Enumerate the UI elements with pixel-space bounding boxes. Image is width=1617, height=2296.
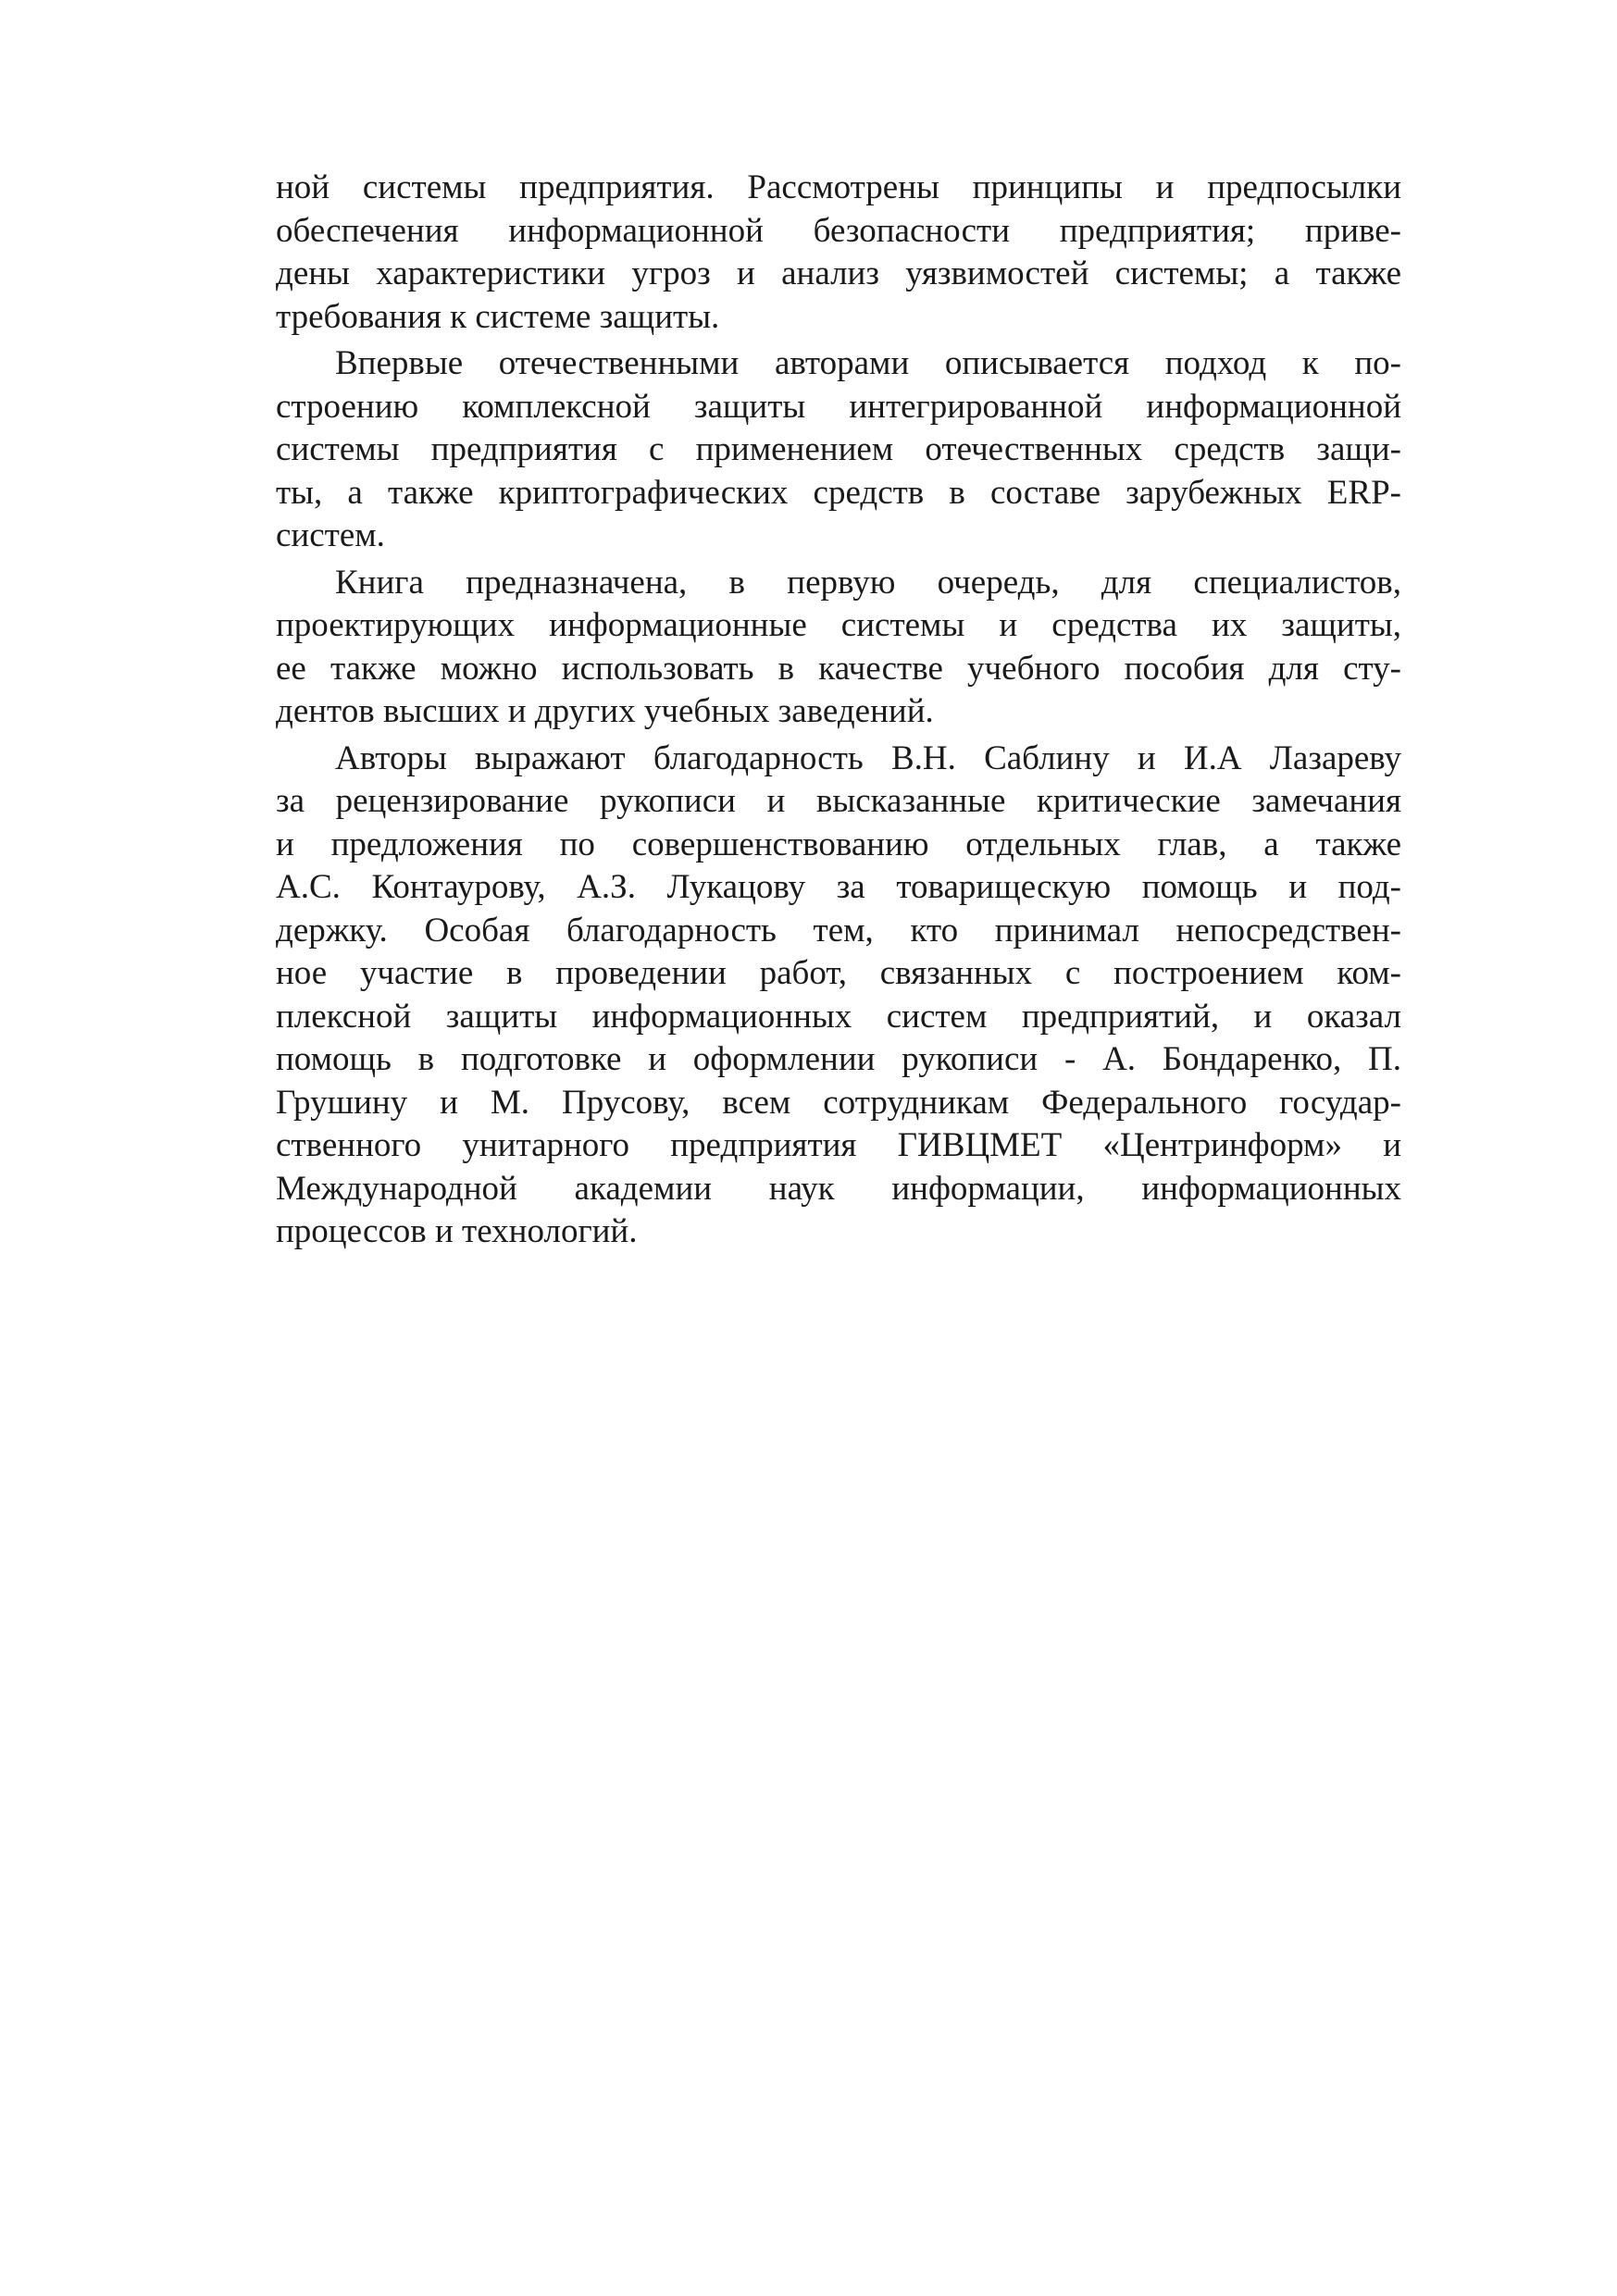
text-line: помощь в подготовке и оформлении рукописи - А. Бондаренко, П. [276,1040,1401,1078]
text-line: Впервые отечественными авторами описывается подход к по- [335,344,1401,382]
text-line: Книга предназначена, в первую очередь, для специалистов, [335,563,1401,602]
text-line: ное участие в проведении работ, связанных с построением ком- [276,954,1401,992]
text-line: систем. [276,516,385,554]
paragraph-3 [276,562,1401,734]
body-text [276,167,1401,1254]
text-line: Международной академии наук информации, информационных [276,1169,1401,1208]
text-line: ной системы предприятия. Рассмотрены принципы и предпосылки [276,168,1401,206]
text-line: и предложения по совершенствованию отдельных глав, а также [276,825,1401,863]
text-line: системы предприятия с применением отечественных средств защи- [276,430,1401,468]
paragraph-4 [276,738,1401,1254]
text-line: требования к системе защиты. [276,297,720,336]
text-line: проектирующих информационные системы и средства их защиты, [276,606,1401,644]
text-line: дены характеристики угроз и анализ уязвимостей системы; а также [276,254,1401,292]
text-line: процессов и технологий. [276,1212,638,1250]
text-line: А.С. Контаурову, А.З. Лукацову за товарищескую помощь и под- [276,868,1401,906]
text-line: дентов высших и других учебных заведений. [276,692,934,730]
text-line: ее также можно использовать в качестве учебного пособия для сту- [276,649,1401,688]
text-line: Авторы выражают благодарность В.Н. Саблину и И.А Лазареву [335,738,1401,777]
text-line: ты, а также криптографических средств в составе зарубежных ERP- [276,473,1401,512]
text-line: обеспечения информационной безопасности предприятия; приве- [276,211,1401,250]
text-line: Грушину и М. Прусову, всем сотрудникам Федерального государ- [276,1083,1401,1122]
text-line: плексной защиты информационных систем предприятий, и оказал [276,997,1401,1036]
text-line: за рецензирование рукописи и высказанные критические замечания [276,782,1401,820]
text-line: строению комплексной защиты интегрированной информационной [276,387,1401,426]
text-line: ственного унитарного предприятия ГИВЦМЕТ «Центринформ» и [276,1126,1401,1164]
paragraph-1 [276,167,1401,339]
paragraph-2 [276,342,1401,558]
text-line: держку. Особая благодарность тем, кто принимал непосредствен- [276,911,1401,949]
